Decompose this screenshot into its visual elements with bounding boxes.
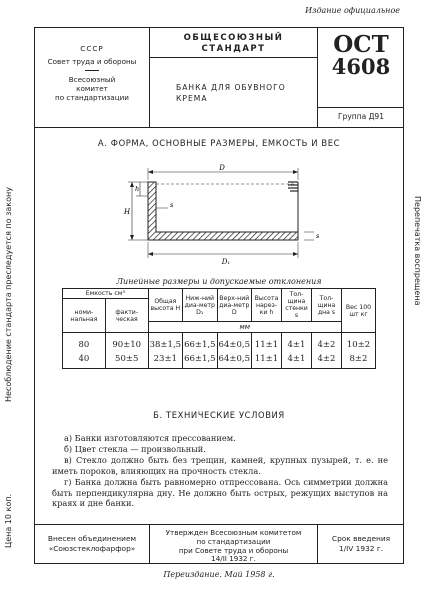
dim-label-D: D	[219, 164, 225, 172]
introduced-line-2: «Союзстеклофарфор»	[48, 543, 136, 553]
dim-label-s-bottom: s	[316, 232, 320, 240]
th-wall-thickness: Тол-щина стенки s	[282, 289, 312, 322]
document-title	[176, 82, 316, 104]
cell-nominal: 80	[63, 333, 106, 353]
footer-introduced-by	[38, 534, 146, 553]
th-capacity: Емкость см³	[63, 289, 149, 299]
th-lower-diameter: Ниж-ний диа-метр D₁	[183, 289, 217, 322]
std-type-line-2: СТАНДАРТ	[201, 44, 266, 54]
cell-thread: 11±1	[252, 333, 282, 353]
approved-line-2: по стандартизации	[196, 536, 271, 546]
committee-line-3: по стандартизации	[55, 93, 129, 102]
ost-label: ОСТ	[333, 31, 389, 58]
side-note-law: Несоблюдение стандарта преследуется по закону	[4, 187, 13, 402]
condition-c: в) Стекло должно быть без трещин, камней, крупных пузырей, т. е. не иметь пороков, влияющих на прочность стекла.	[52, 455, 388, 476]
dim-label-D1: D₁	[221, 258, 231, 266]
footer-effective	[320, 534, 402, 553]
footer-divider-2	[317, 524, 318, 564]
dim-label-s-wall: s	[170, 201, 174, 209]
header-left-dash	[85, 70, 99, 71]
header-bottom-rule	[34, 127, 404, 128]
jar-drawing	[110, 158, 330, 270]
cell-height: 23±1	[148, 352, 182, 369]
dimensions-table	[62, 288, 376, 369]
group-label: Группа Д91	[338, 112, 384, 121]
edition-note: Издание официальное	[305, 6, 400, 15]
th-actual: факти-ческая	[105, 299, 148, 333]
std-type-line-1: ОБЩЕСОЮЗНЫЙ	[183, 33, 284, 43]
title-line-2: КРЕМА	[176, 94, 208, 103]
cell-upper-dia: 64±0,5	[217, 352, 251, 369]
approved-line-1: Утвержден Всесоюзным комитетом	[165, 528, 302, 537]
committee-line-2: комитет	[76, 84, 108, 93]
cell-weight: 10±2	[342, 333, 376, 353]
table-row	[63, 352, 376, 369]
cell-upper-dia: 64±0,5	[217, 333, 251, 353]
section-b-heading: Б. ТЕХНИЧЕСКИЕ УСЛОВИЯ	[153, 410, 285, 420]
cell-lower-dia: 66±1,5	[183, 333, 217, 353]
dim-label-h: h	[135, 185, 140, 193]
cell-wall: 4±1	[282, 352, 312, 369]
footer-approved	[152, 529, 315, 564]
cell-height: 38±1,5	[148, 333, 182, 353]
effective-line-2: 1/IV 1932 г.	[338, 543, 384, 553]
cell-weight: 8±2	[342, 352, 376, 369]
side-note-price: Цена 10 коп.	[4, 493, 13, 548]
th-bottom-thickness: Тол-щина дна s	[312, 289, 342, 322]
approved-line-4: 14/II 1932 г.	[211, 554, 256, 564]
title-line-1: БАНКА ДЛЯ ОБУВНОГО	[176, 83, 286, 92]
std-type	[150, 33, 317, 55]
condition-b: б) Цвет стекла — произвольный.	[64, 444, 206, 454]
condition-d: г) Банка должна быть равномерно отпрессована. Ось симметрии должна быть перпендикулярна дну. Не должно быть острых, режущих выступов на краях и дне банки.	[52, 477, 388, 508]
table-caption: Линейные размеры и допускаемые отклонения	[116, 277, 322, 286]
council-label: Совет труда и обороны	[47, 57, 137, 66]
cell-actual: 50±5	[105, 352, 148, 369]
header-left	[40, 44, 144, 102]
th-total-height: Общая высота H	[148, 289, 182, 322]
footer-top-rule	[34, 524, 404, 525]
cell-thread: 11±1	[252, 352, 282, 369]
section-a-heading: А. ФОРМА, ОСНОВНЫЕ РАЗМЕРЫ, ЕМКОСТЬ И ВЕС	[97, 138, 341, 148]
th-nominal: номи-нальная	[63, 299, 106, 333]
cell-actual: 90±10	[105, 333, 148, 353]
introduced-line-1: Внесен объединением	[47, 534, 137, 543]
th-weight: Вес 100 шт кг	[342, 289, 376, 333]
cell-lower-dia: 66±1,5	[183, 352, 217, 369]
condition-a: а) Банки изготовляются прессованием.	[64, 433, 236, 443]
cell-nominal: 40	[63, 352, 106, 369]
footer-divider-1	[149, 524, 150, 564]
cell-bottom: 4±2	[312, 333, 342, 353]
std-type-rule	[149, 57, 318, 58]
cell-bottom: 4±2	[312, 352, 342, 369]
reprint-note: Переиздание. Май 1958 г.	[163, 570, 275, 579]
cell-wall: 4±1	[282, 333, 312, 353]
th-upper-diameter: Верх-ний диа-метр D	[217, 289, 251, 322]
dim-label-H: H	[124, 208, 131, 216]
th-unit-mm: мм	[148, 322, 341, 333]
table-row	[63, 333, 376, 353]
ussr-label: СССР	[80, 44, 104, 53]
approved-line-3: при Совете труда и обороны	[178, 545, 289, 555]
side-note-reprint: Перепечатка воспрещена	[413, 196, 422, 306]
group-rule	[317, 107, 404, 108]
ost-number: 4608	[331, 54, 391, 79]
th-thread-height: Высота нарез-ки h	[252, 289, 282, 322]
committee-line-1: Всесоюзный	[68, 75, 116, 84]
effective-line-1: Срок введения	[331, 534, 391, 543]
